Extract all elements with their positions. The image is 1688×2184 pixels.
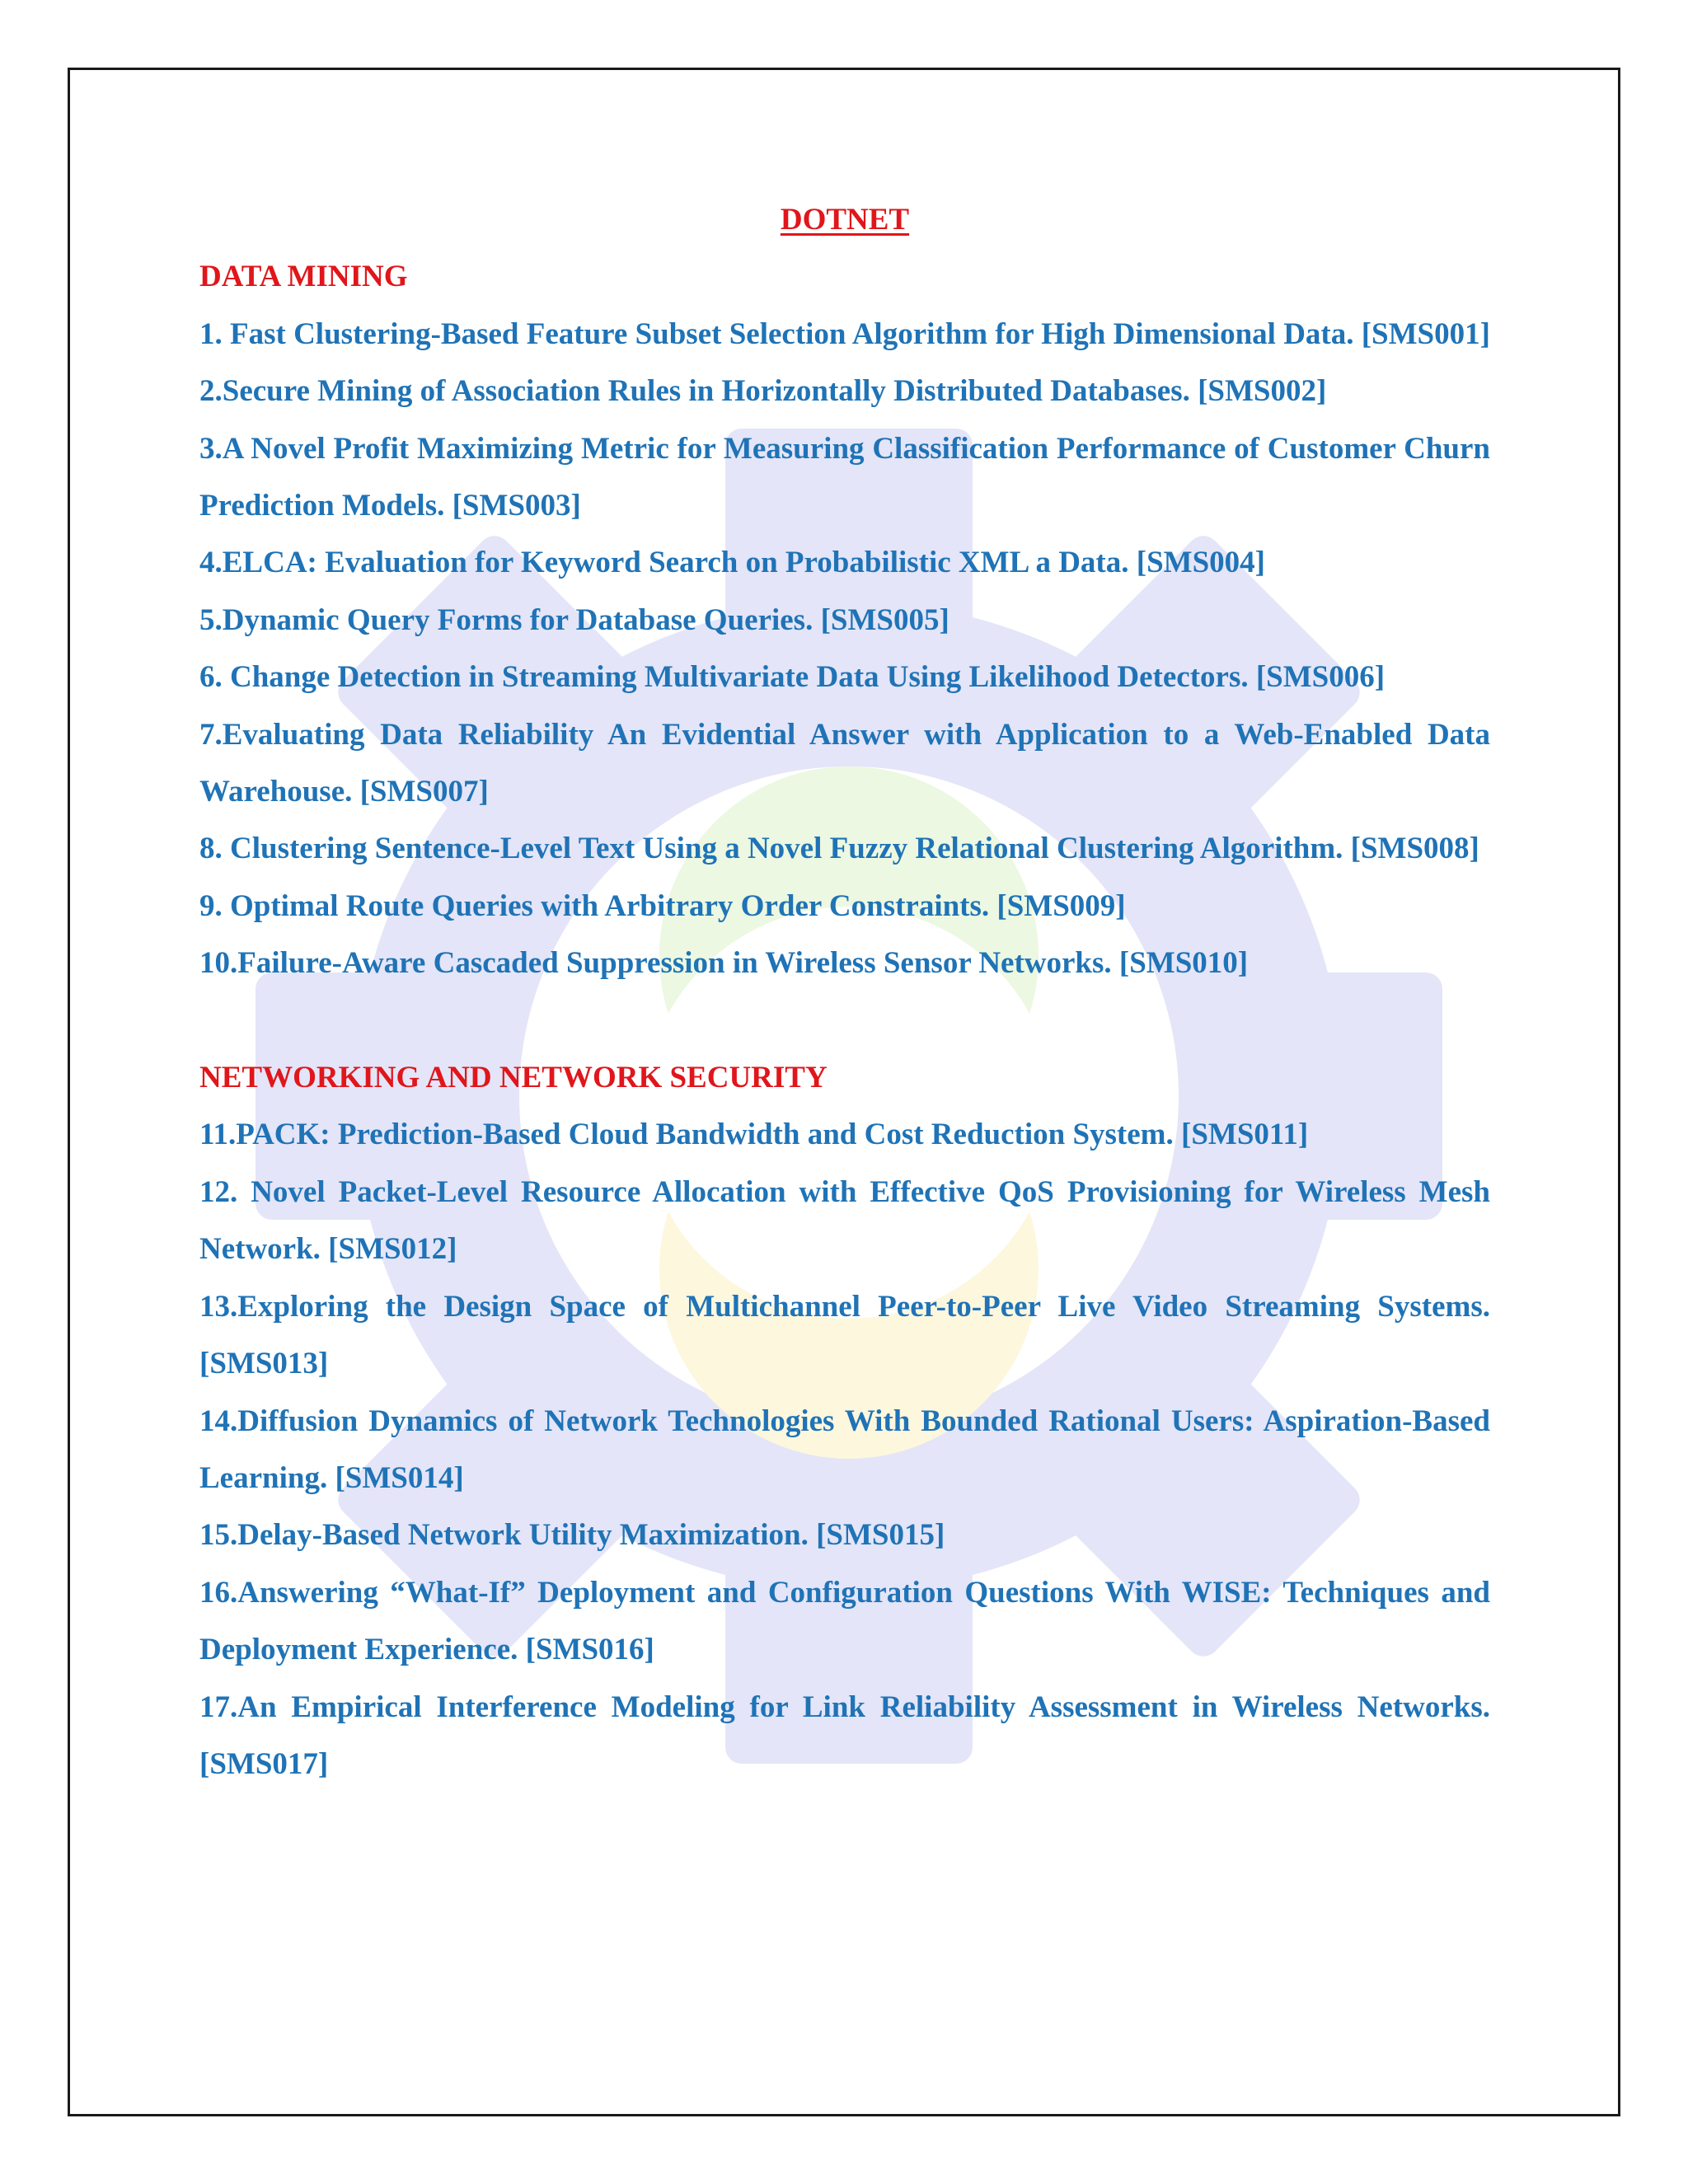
- list-item: 12. Novel Packet-Level Resource Allocation with Effective QoS Provisioning for Wireless Mesh Network. [SMS012]: [199, 1174, 1490, 1267]
- list-item: 13.Exploring the Design Space of Multichannel Peer-to-Peer Live Video Streaming Systems. [SMS013]: [199, 1289, 1490, 1381]
- section-heading: DATA MINING: [199, 260, 408, 294]
- list-item: 17.An Empirical Interference Modeling for Link Reliability Assessment in Wireless Networks. [SMS017]: [199, 1690, 1490, 1781]
- list-item: 7.Evaluating Data Reliability An Evidential Answer with Application to a Web-Enabled Data Warehouse. [SMS007]: [199, 717, 1490, 809]
- page-title: DOTNET: [780, 203, 910, 237]
- list-item: 14.Diffusion Dynamics of Network Technologies With Bounded Rational Users: Aspiration-Based Learning. [SMS014]: [199, 1404, 1490, 1495]
- document-content: [199, 191, 1490, 1793]
- list-item: 15.Delay-Based Network Utility Maximization. [SMS015]: [199, 1518, 945, 1553]
- list-item: 1. Fast Clustering-Based Feature Subset Selection Algorithm for High Dimensional Data. [SMS001]: [199, 316, 1490, 351]
- list-item: 5.Dynamic Query Forms for Database Queries. [SMS005]: [199, 602, 950, 637]
- list-item: 11.PACK: Prediction-Based Cloud Bandwidth and Cost Reduction System. [SMS011]: [199, 1118, 1309, 1152]
- list-item: 10.Failure-Aware Cascaded Suppression in Wireless Sensor Networks. [SMS010]: [199, 946, 1249, 981]
- list-item: 16.Answering “What-If” Deployment and Configuration Questions With WISE: Techniques and Deployment Experience. [SMS016]: [199, 1575, 1490, 1667]
- list-item: 2.Secure Mining of Association Rules in Horizontally Distributed Databases. [SMS002]: [199, 374, 1327, 409]
- list-item: 9. Optimal Route Queries with Arbitrary Order Constraints. [SMS009]: [199, 888, 1126, 923]
- list-item: 6. Change Detection in Streaming Multivariate Data Using Likelihood Detectors. [SMS006]: [199, 660, 1386, 695]
- list-item: 8. Clustering Sentence-Level Text Using a Novel Fuzzy Relational Clustering Algorithm. [SMS008]: [199, 832, 1479, 866]
- list-item: 3.A Novel Profit Maximizing Metric for Measuring Classification Performance of Customer Churn Prediction Models. [SMS003]: [199, 431, 1490, 523]
- list-item: 4.ELCA: Evaluation for Keyword Search on Probabilistic XML a Data. [SMS004]: [199, 546, 1265, 580]
- section-spacer: [199, 992, 1490, 1049]
- section-networking-security: [199, 1049, 1490, 1793]
- section-data-mining: [199, 248, 1490, 991]
- section-heading: NETWORKING AND NETWORK SECURITY: [199, 1061, 828, 1095]
